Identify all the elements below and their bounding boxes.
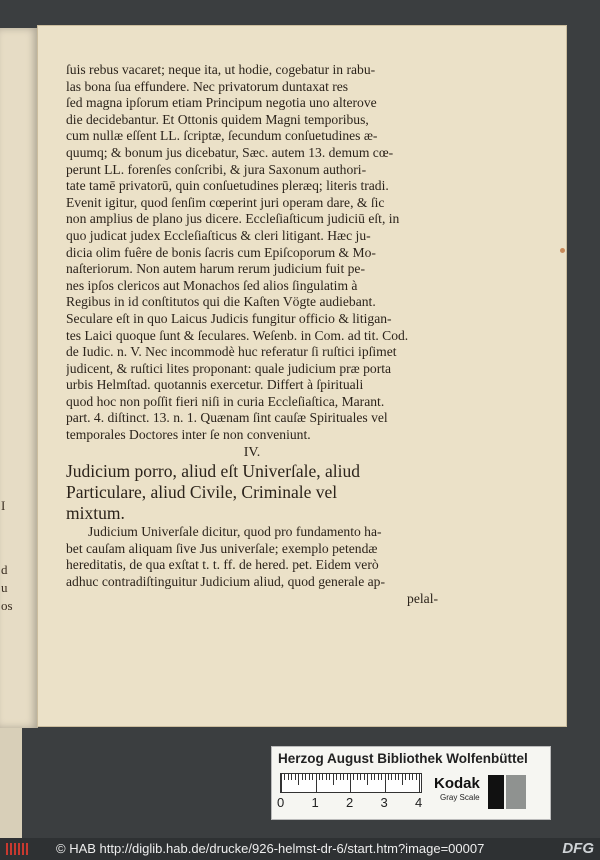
- book-page: [38, 26, 566, 726]
- facing-page-lower-strip: [0, 728, 22, 838]
- black-swatch: [488, 775, 504, 809]
- text-line: temporales Doctores inter ſe non conveniunt.: [66, 427, 311, 443]
- ruler-tick: [360, 774, 361, 780]
- text-line: quod hoc non poſſit fieri niſi in curia Eccleſiaſtica, Marant.: [66, 393, 385, 409]
- ruler-tick: [381, 774, 382, 780]
- section-number: IV.: [243, 444, 261, 460]
- ruler-tick: [412, 774, 413, 780]
- ruler-number: 2: [346, 795, 354, 810]
- ruler-tick: [374, 774, 375, 780]
- ruler-tick: [398, 774, 399, 780]
- ruler-tick: [295, 774, 296, 780]
- ruler-tick: [305, 774, 306, 780]
- text-line: Seculare eſt in quo Laicus Judicis fungitur officio & litigan-: [66, 310, 392, 326]
- ink-spot: [560, 248, 565, 253]
- ruler-tick: [416, 774, 417, 780]
- color-scale-card: [271, 746, 551, 820]
- ruler-tick: [329, 774, 330, 780]
- footer-url[interactable]: © HAB http://diglib.hab.de/drucke/926-helmst-dr-6/start.htm?image=00007: [56, 841, 485, 856]
- text-line: adhuc contradiſtinguitur Judicium aliud, quod generale ap-: [66, 574, 385, 590]
- facing-page-fragment: I: [1, 498, 6, 513]
- text-line: Regibus in id conſtitutos qui die Kaſten Vögte audiebant.: [66, 294, 376, 310]
- text-line: non amplius de plano jus dicere. Eccleſiaſticum judiciū eſt, in: [66, 211, 400, 227]
- text-line: Evenit igitur, quod ſenſim cœperint juri operam dare, & ſic: [66, 194, 385, 210]
- ruler-tick: [343, 774, 344, 780]
- gray-scale-label: Gray Scale: [440, 793, 480, 802]
- ruler-tick: [405, 774, 406, 780]
- text-line: quo judicat judex Eccleſiaſticus & cleri litigant. Hæc ju-: [66, 227, 371, 243]
- ruler-tick: [312, 774, 313, 780]
- ruler-tick: [402, 774, 403, 785]
- ruler-tick: [333, 774, 334, 785]
- ruler-tick: [298, 774, 299, 785]
- ruler-tick: [364, 774, 365, 780]
- ruler-tick: [367, 774, 368, 785]
- ruler-tick: [353, 774, 354, 780]
- text-line: ſuis rebus vacaret; neque ita, ut hodie, cogebatur in rabu-: [66, 62, 376, 77]
- ruler-tick: [322, 774, 323, 780]
- ruler-number: 3: [380, 795, 388, 810]
- ruler-tick: [388, 774, 389, 780]
- text-line: part. 4. diſtinct. 13. n. 1. Quænam ſint cauſæ Spirituales vel: [66, 410, 388, 426]
- ruler-tick: [291, 774, 292, 780]
- text-line: naſteriorum. Non autem harum rerum judicium fuit pe-: [66, 261, 365, 277]
- paragraph-2: [66, 524, 438, 590]
- text-line: Judicium porro, aliud eſt Univerſale, aliud: [66, 461, 361, 482]
- ruler-tick: [385, 774, 386, 792]
- library-name: Herzog August Bibliothek Wolfenbüttel: [278, 751, 528, 766]
- ruler-tick: [281, 774, 282, 792]
- ruler-tick: [357, 774, 358, 780]
- ruler-tick: [309, 774, 310, 780]
- ruler-number: 1: [311, 795, 319, 810]
- ruler: [280, 773, 422, 793]
- text-line: quumq; & bonum jus dicebatur, Sæc. autem 13. demum cœ-: [66, 144, 394, 160]
- text-line: hereditatis, de qua exſtat t. t. ff. de hered. pet. Eidem verò: [66, 557, 379, 573]
- text-line: cum nullæ eſſent LL. ſcriptæ, ſecundum conſuetudines æ-: [66, 128, 378, 144]
- kodak-logo: Kodak: [434, 775, 480, 792]
- text-line: urbis Helmſtad. quotannis exercetur. Differt à ſpirituali: [66, 377, 364, 393]
- ruler-tick: [316, 774, 317, 792]
- ruler-tick: [371, 774, 372, 780]
- footer-bar: [0, 838, 600, 860]
- text-line: Judicium Univerſale dicitur, quod pro fundamento ha-: [88, 524, 382, 540]
- facing-page-fragment: os: [1, 598, 13, 613]
- gray-swatch: [506, 775, 526, 809]
- paragraph-1: [66, 62, 438, 444]
- text-line: tes Laici quoque ſunt & ſeculares. Weſenb. in Com. ad tit. Cod.: [66, 327, 409, 343]
- text-line: ſed magna ipſorum etiam Principum negotia uno alterove: [66, 95, 377, 111]
- dfg-logo: DFG: [562, 840, 594, 857]
- text-line: mixtum.: [66, 503, 125, 524]
- facing-page-fragment: u: [1, 580, 8, 595]
- facing-page-fragment: d: [1, 562, 8, 577]
- ruler-number: 4: [415, 795, 423, 810]
- text-line: dicia olim fuêre de bonis ſacris cum Epiſcoporum & Mo-: [66, 244, 376, 260]
- text-line: Particulare, aliud Civile, Criminale vel: [66, 482, 338, 503]
- ruler-tick: [288, 774, 289, 780]
- text-line: las bona ſua effundere. Nec privatorum duntaxat res: [66, 78, 349, 94]
- ruler-tick: [378, 774, 379, 780]
- text-line: perunt LL. forenſes conſcribi, & jura Saxonum authori-: [66, 161, 367, 177]
- section-heading: [66, 461, 438, 524]
- ruler-numbers: [277, 795, 430, 811]
- ruler-tick: [391, 774, 392, 780]
- text-line: nes ipſos clericos aut Monachos ſed alios ſingulatim à: [66, 277, 358, 293]
- ruler-tick: [302, 774, 303, 780]
- text-line: bet cauſam aliquam ſive Jus univerſale; exemplo petendæ: [66, 540, 378, 556]
- hab-logo-icon: [6, 843, 28, 855]
- ruler-number: 0: [277, 795, 285, 810]
- ruler-tick: [326, 774, 327, 780]
- catchword: pelal-: [407, 590, 438, 606]
- ruler-tick: [347, 774, 348, 780]
- ruler-tick: [409, 774, 410, 780]
- text-line: de Iudic. n. V. Nec incommodè huc referatur ſi ruſtici ipſimet: [66, 344, 397, 360]
- ruler-tick: [419, 774, 420, 792]
- ruler-tick: [395, 774, 396, 780]
- ruler-tick: [340, 774, 341, 780]
- page-text-block: [66, 62, 438, 607]
- text-line: tate tamē privatorū, quin conſuetudines pleræq; literis tradi.: [66, 178, 389, 194]
- text-line: judicent, & ruſtici lites proponant: quale judicium præ porta: [66, 360, 392, 376]
- ruler-tick: [284, 774, 285, 780]
- ruler-tick: [319, 774, 320, 780]
- ruler-tick: [336, 774, 337, 780]
- ruler-tick: [350, 774, 351, 792]
- text-line: die decidebantur. Et Ottonis quidem Magni temporibus,: [66, 111, 369, 127]
- facing-page-edge: [0, 28, 38, 728]
